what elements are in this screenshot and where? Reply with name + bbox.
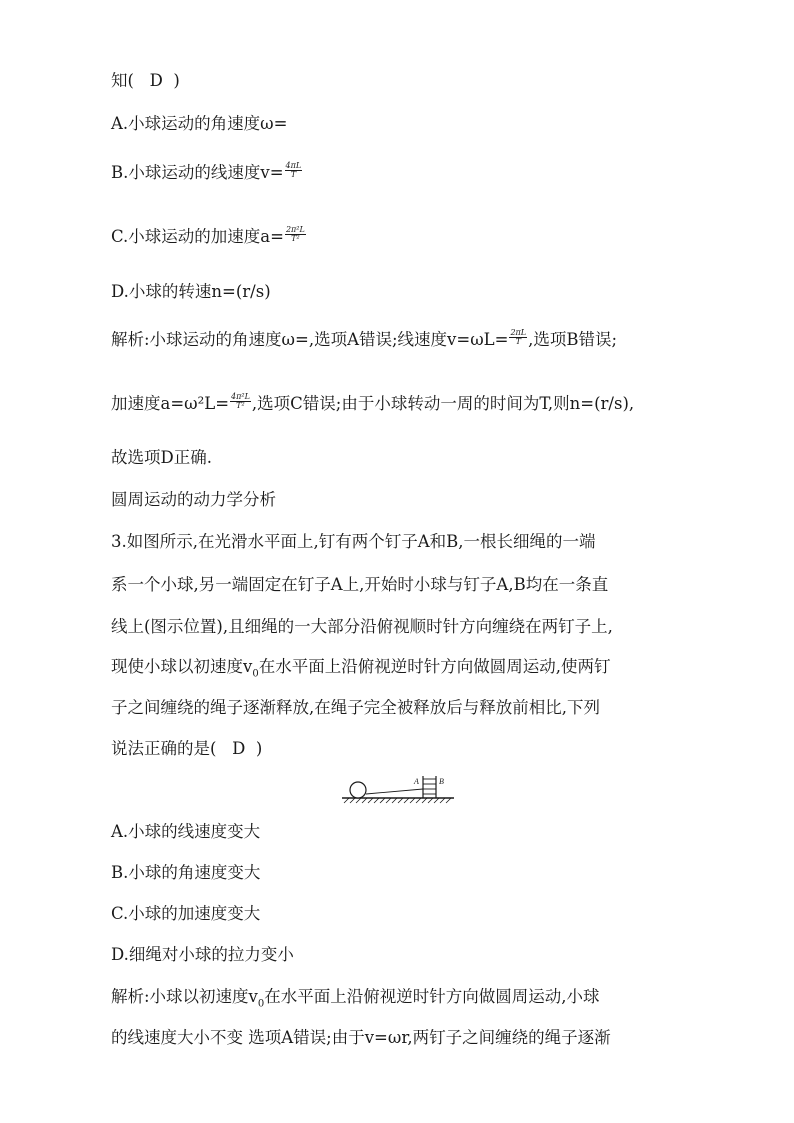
section-heading: 圆周运动的动力学分析 (111, 490, 276, 509)
fraction-numerator: 4πL (285, 161, 302, 170)
question-3-line-5: 子之间缠绕的绳子逐渐释放,在绳子完全被释放后与释放前相比,下列 (111, 698, 600, 717)
label-b: B (439, 777, 444, 786)
option-a-1: A.小球运动的角速度ω= (111, 114, 288, 133)
fraction-numerator: 2πL (510, 328, 527, 337)
analysis-text: ,选项C错误;由于小球转动一周的时间为T,则n=(r/s), (251, 394, 635, 413)
question-3-line-3: 线上(图示位置),且细绳的一大部分沿俯视顺时针方向缠绕在两钉子上, (111, 617, 613, 636)
analysis-2-line-2: 的线速度大小不变 选项A错误;由于v=ωr,两钉子之间缠绕的绳子逐渐 (111, 1028, 611, 1047)
option-b-1 (111, 162, 694, 184)
subscript: 0 (257, 998, 265, 1010)
analysis-text: 加速度a=ω²L= (111, 394, 230, 413)
option-c-text: C.小球运动的加速度a= (111, 227, 284, 246)
fraction-denominator: T (290, 170, 297, 179)
question-text: 在水平面上沿俯视逆时针方向做圆周运动,使两钉 (258, 657, 611, 676)
wound-string (423, 779, 436, 794)
question-3-line-6: 说法正确的是( D ) (111, 739, 263, 758)
string (366, 789, 423, 794)
analysis-1-line-2 (111, 393, 694, 415)
question-3-line-4 (111, 656, 694, 685)
option-a-2: A.小球的线速度变大 (111, 822, 261, 841)
question-3-line-2: 系一个小球,另一端固定在钉子A上,开始时小球与钉子A,B均在一条直 (111, 575, 609, 594)
line-1: 知( D ) (111, 71, 180, 90)
label-a: A (414, 777, 419, 786)
option-c-1 (111, 226, 694, 248)
analysis-2-line-1 (111, 986, 694, 1015)
option-b-text: B.小球运动的线速度v= (111, 163, 284, 182)
fraction (285, 226, 306, 243)
fraction-denominator: T² (236, 401, 245, 410)
option-d-1: D.小球的转速n=(r/s) (111, 282, 271, 301)
fraction-denominator: T² (291, 234, 300, 243)
ground-hatching (344, 798, 451, 803)
option-b-2: B.小球的角速度变大 (111, 863, 261, 882)
option-d-2: D.细绳对小球的拉力变小 (111, 945, 294, 964)
fraction (230, 393, 251, 410)
fraction (285, 162, 303, 179)
question-text: 现使小球以初速度v (111, 657, 253, 676)
fraction-numerator: 4π²L (231, 392, 250, 401)
pegs-and-ball-figure (340, 770, 456, 806)
question-3-line-1: 3.如图所示,在光滑水平面上,钉有两个钉子A和B,一根长细绳的一端 (111, 532, 596, 551)
analysis-text: 解析:小球以初速度v (111, 987, 258, 1006)
analysis-text: 解析:小球运动的角速度ω=,选项A错误;线速度v=ωL= (111, 330, 509, 349)
fraction-denominator: T (515, 337, 521, 346)
fraction (509, 329, 527, 346)
analysis-1-line-1 (111, 329, 694, 351)
subscript: 0 (252, 668, 259, 680)
analysis-text: 在水平面上沿俯视逆时针方向做圆周运动,小球 (264, 987, 600, 1006)
analysis-text: ,选项B错误; (528, 330, 618, 349)
analysis-1-line-3: 故选项D正确. (111, 448, 212, 467)
fraction-numerator: 2π²L (285, 225, 305, 234)
option-c-2: C.小球的加速度变大 (111, 904, 261, 923)
ball (350, 782, 366, 798)
